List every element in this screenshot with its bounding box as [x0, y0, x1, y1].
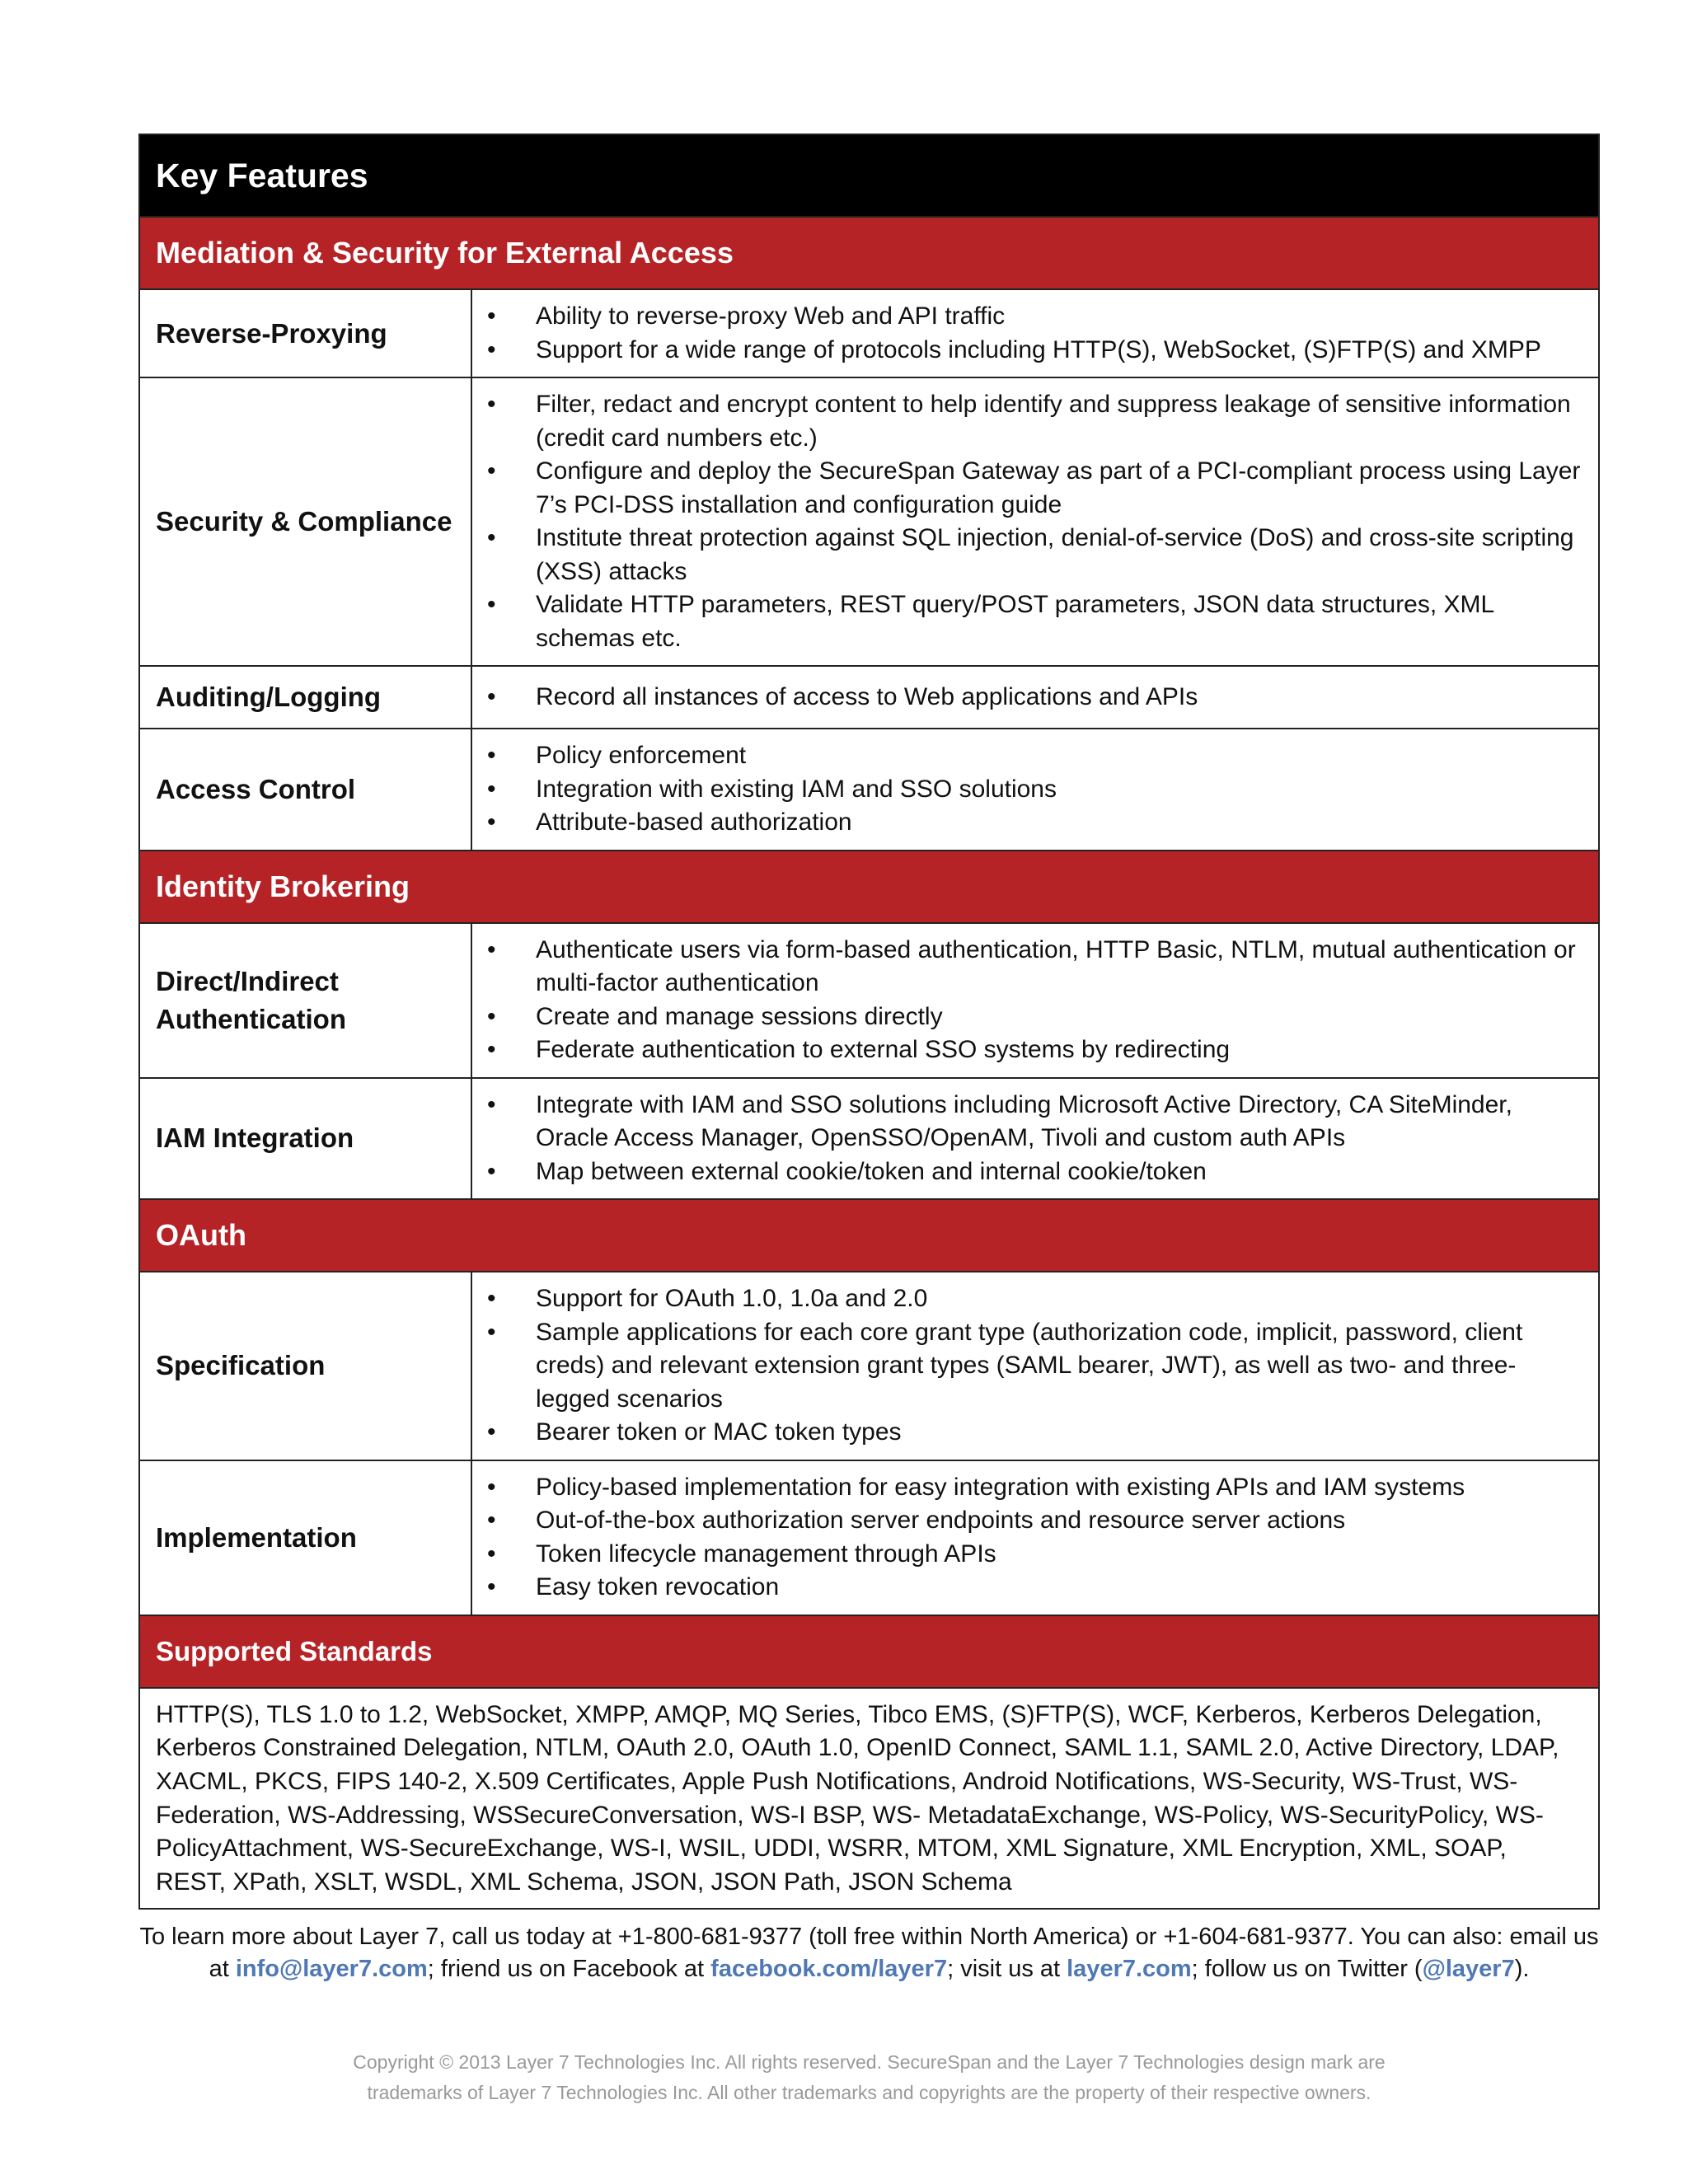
contact-footer [138, 1921, 1600, 1985]
feature-bullet-item: • Integrate with IAM and SSO solutions including Microsoft Active Directory, CA SiteMinder, Oracle Access Manager, OpenSSO/OpenAM, Tivoli and custom auth APIs [472, 1089, 1585, 1155]
feature-details [471, 377, 1599, 666]
feature-details [471, 666, 1599, 729]
key-features-table [138, 134, 1600, 1910]
feature-details [471, 1272, 1599, 1460]
feature-name: Security & Compliance [139, 377, 471, 666]
feature-bullet-list [472, 1282, 1585, 1450]
feature-bullet-item: • Authenticate users via form-based authentication, HTTP Basic, NTLM, mutual authentication or multi-factor authentication [472, 934, 1585, 1001]
feature-name: Reverse-Proxying [139, 289, 471, 377]
feature-row [139, 1272, 1599, 1460]
feature-bullet-list [472, 388, 1585, 655]
feature-name: Direct/Indirect Authentication [139, 923, 471, 1078]
twitter-link[interactable]: @layer7 [1422, 1956, 1515, 1982]
feature-row [139, 1078, 1599, 1200]
feature-bullet-item: • Record all instances of access to Web applications and APIs [472, 681, 1585, 715]
feature-row [139, 923, 1599, 1078]
feature-row [139, 729, 1599, 851]
feature-name: Specification [139, 1272, 471, 1460]
feature-name: Access Control [139, 729, 471, 851]
section-header-row [139, 217, 1599, 289]
feature-details [471, 289, 1599, 377]
section-heading: Mediation & Security for External Access [139, 217, 1599, 289]
feature-bullet-list [472, 739, 1585, 840]
feature-bullet-item: • Ability to reverse-proxy Web and API traffic [472, 300, 1585, 334]
feature-bullet-item: • Support for OAuth 1.0, 1.0a and 2.0 [472, 1282, 1585, 1316]
feature-bullet-item: • Sample applications for each core grant type (authorization code, implicit, password, client creds) and relevant extension grant types (SAML bearer, JWT), as well as two- and three-legged scenarios [472, 1316, 1585, 1417]
feature-name: IAM Integration [139, 1078, 471, 1200]
feature-row [139, 1460, 1599, 1615]
feature-bullet-list [472, 1471, 1585, 1605]
title-row [139, 134, 1599, 217]
copyright-line-1: Copyright © 2013 Layer 7 Technologies Inc. All rights reserved. SecureSpan and the Layer 7 Technologies design mark are [353, 2051, 1386, 2073]
feature-bullet-item: • Bearer token or MAC token types [472, 1416, 1585, 1450]
footer-visit-text: ; visit us at [947, 1956, 1067, 1982]
footer-end: ). [1514, 1956, 1530, 1982]
website-link[interactable]: layer7.com [1067, 1956, 1192, 1982]
feature-bullet-item: • Filter, redact and encrypt content to help identify and suppress leakage of sensitive information (credit card numbers etc.) [472, 388, 1585, 455]
feature-row [139, 377, 1599, 666]
section-header-row [139, 851, 1599, 923]
feature-name: Auditing/Logging [139, 666, 471, 729]
feature-bullet-item: • Create and manage sessions directly [472, 1001, 1585, 1034]
feature-bullet-item: • Policy enforcement [472, 739, 1585, 773]
feature-bullet-list [472, 934, 1585, 1067]
feature-details [471, 923, 1599, 1078]
email-link[interactable]: info@layer7.com [235, 1956, 428, 1982]
footer-twitter-text: ; follow us on Twitter ( [1191, 1956, 1423, 1982]
feature-bullet-item: • Map between external cookie/token and internal cookie/token [472, 1155, 1585, 1189]
feature-bullet-item: • Federate authentication to external SSO systems by redirecting [472, 1033, 1585, 1067]
feature-bullet-item: • Out-of-the-box authorization server endpoints and resource server actions [472, 1504, 1585, 1538]
section-header-row [139, 1199, 1599, 1272]
table-title: Key Features [139, 134, 1599, 217]
facebook-link[interactable]: facebook.com/layer7 [710, 1956, 948, 1982]
feature-bullet-item: • Institute threat protection against SQL injection, denial-of-service (DoS) and cross-site scripting (XSS) attacks [472, 522, 1585, 588]
feature-bullet-item: • Attribute-based authorization [472, 806, 1585, 840]
supported-standards-heading: Supported Standards [139, 1615, 1599, 1688]
footer-facebook-text: ; friend us on Facebook at [427, 1956, 711, 1982]
copyright-notice [138, 2047, 1600, 2108]
key-features-document [138, 134, 1600, 1910]
feature-bullet-item: • Configure and deploy the SecureSpan Gateway as part of a PCI-compliant process using Layer 7’s PCI-DSS installation and configuration guide [472, 455, 1585, 522]
feature-bullet-item: • Token lifecycle management through APIs [472, 1538, 1585, 1572]
feature-name: Implementation [139, 1460, 471, 1615]
feature-details [471, 1460, 1599, 1615]
section-heading: OAuth [139, 1199, 1599, 1272]
footer-intro: To learn more about Layer 7, call us today at +1-800-681-9377 (toll free within North America) or +1-604-681-9377. You can also: email us at [139, 1924, 1599, 1982]
feature-bullet-item: • Support for a wide range of protocols including HTTP(S), WebSocket, (S)FTP(S) and XMPP [472, 334, 1585, 368]
feature-bullet-item: • Validate HTTP parameters, REST query/POST parameters, JSON data structures, XML schemas etc. [472, 588, 1585, 655]
feature-row [139, 666, 1599, 729]
feature-bullet-item: • Policy-based implementation for easy integration with existing APIs and IAM systems [472, 1471, 1585, 1505]
feature-details [471, 729, 1599, 851]
feature-bullet-list [472, 681, 1585, 715]
standards-row [139, 1688, 1599, 1909]
feature-bullet-item: • Easy token revocation [472, 1571, 1585, 1605]
feature-row [139, 289, 1599, 377]
feature-bullet-list [472, 300, 1585, 367]
feature-bullet-list [472, 1089, 1585, 1189]
copyright-line-2: trademarks of Layer 7 Technologies Inc. All other trademarks and copyrights are the property of their respective owners. [367, 2082, 1372, 2103]
supported-standards-text: HTTP(S), TLS 1.0 to 1.2, WebSocket, XMPP, AMQP, MQ Series, Tibco EMS, (S)FTP(S), WCF, Kerberos, Kerberos Delegation, Kerberos Constrained Delegation, NTLM, OAuth 2.0, OAuth 1.0, OpenID Connect, SAML 1.1, SAML 2.0, Active Directory, LDAP, XACML, PKCS, FIPS 140-2, X.509 Certificates, Apple Push Notifications, Android Notifications, WS-Security, WS-Trust, WS-Federation, WS-Addressing, WSSecureConversation, WS-I BSP, WS- MetadataExchange, WS-Policy, WS-SecurityPolicy, WS-PolicyAttachment, WS-SecureExchange, WS-I, WSIL, UDDI, WSRR, MTOM, XML Signature, XML Encryption, XML, SOAP, REST, XPath, XSLT, WSDL, XML Schema, JSON, JSON Path, JSON Schema [139, 1688, 1599, 1909]
feature-details [471, 1078, 1599, 1200]
feature-bullet-item: • Integration with existing IAM and SSO solutions [472, 773, 1585, 807]
section-heading: Identity Brokering [139, 851, 1599, 923]
section-header-row [139, 1615, 1599, 1688]
